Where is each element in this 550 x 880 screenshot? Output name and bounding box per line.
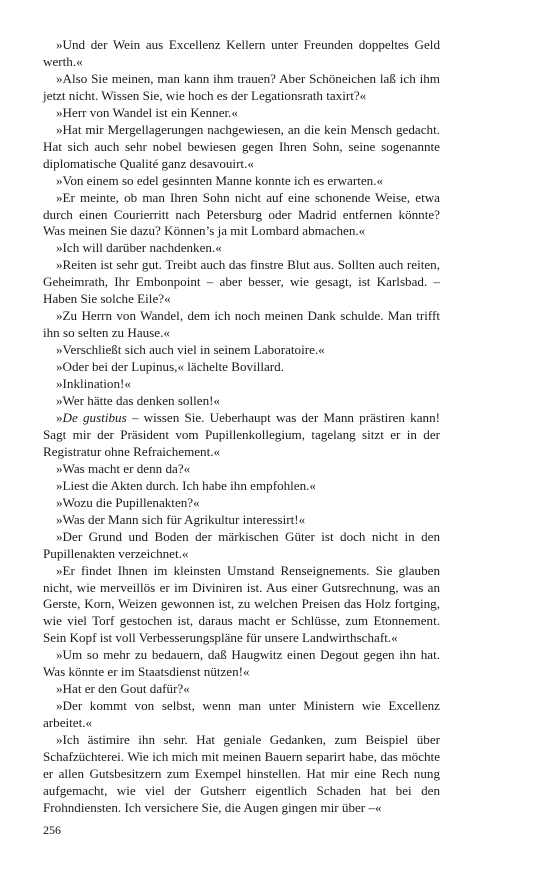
paragraph: »Ich ästimire ihn sehr. Hat geniale Gedanken, zum Beispiel über Schafzüchterei. Wie ich mich mit meinen Bauern separirt habe, das möchte er allen Gutsbesitzern zum Exempel hinstellen. Hat mir eine Rech nung aufgemacht, wie viel der Gutsherr eigentlich Schaden hat bei den Frohndiensten. Ich versichere Sie, die Augen gingen mir über –« — [43, 732, 440, 815]
paragraph: »Oder bei der Lupinus,« lächelte Bovillard. — [56, 359, 284, 375]
paragraph: »Wozu die Pupillenakten?« — [56, 494, 200, 510]
paragraph: »Hat er den Gout dafür?« — [56, 681, 190, 697]
paragraph: »Liest die Akten durch. Ich habe ihn empfohlen.« — [56, 477, 316, 493]
paragraph: »Herr von Wandel ist ein Kenner.« — [56, 104, 238, 120]
paragraph: »Wer hätte das denken sollen!« — [56, 393, 221, 409]
paragraph: »De gustibus – wissen Sie. Ueberhaupt was der Mann prästiren kann! Sagt mir der Präsident vom Pupillenkollegium, tagelang sitzt er in der Registratur ohne Refraichement.« — [43, 409, 440, 459]
paragraph: »Was macht er denn da?« — [56, 460, 191, 476]
paragraph: »Er meinte, ob man Ihren Sohn nicht auf eine schonende Weise, etwa durch einen Courierritt nach Petersburg oder Madrid entfernen könnte? Was meinen Sie dazu? Können’s ja mit Lombard abmachen.« — [43, 189, 440, 239]
paragraph: »Er findet Ihnen im kleinsten Umstand Renseignements. Sie glauben nicht, wie merveillös er im Diviniren ist. Aus einer Gutsrechnung, was an Gerste, Korn, Weizen gewonnen ist, zu welchen Preisen das Holz fortging, wie viel Torf gestochen ist, daraus macht er Schlüsse, zum Etonnement. Sein Kopf ist voll Verbesserungspläne für unsere Landwirthschaft.« — [43, 562, 440, 646]
paragraph: »Von einem so edel gesinnten Manne konnte ich es erwarten.« — [56, 172, 384, 188]
book-page-text — [43, 37, 440, 817]
paragraph: »Reiten ist sehr gut. Treibt auch das finstre Blut aus. Sollten auch reiten, Geheimrath, Ihr Embonpoint – aber besser, wie gesagt, ist Karlsbad. – Haben Sie solche Eile?« — [43, 257, 440, 307]
paragraph: »Der Grund und Boden der märkischen Güter ist doch nicht in den Pupillenakten verzeichnet.« — [43, 528, 440, 561]
paragraph: »Zu Herrn von Wandel, dem ich noch meinen Dank schulde. Man trifft ihn so selten zu Hause.« — [43, 308, 440, 341]
italic-phrase: De gustibus — [62, 409, 127, 425]
paragraph: »Ich will darüber nachdenken.« — [56, 240, 222, 256]
paragraph: »Und der Wein aus Excellenz Kellern unter Freunden doppeltes Geld werth.« — [43, 37, 440, 69]
paragraph: »Inklination!« — [56, 376, 131, 392]
paragraph: »Verschließt sich auch viel in seinem Laboratoire.« — [56, 342, 325, 358]
paragraph-text: – wissen Sie. Ueberhaupt was der Mann prästiren kann! Sagt mir der Präsident vom Pupillenkollegium, tagelang sitzt er in der Registratur ohne Refraichement.« — [43, 409, 440, 459]
paragraph: »Um so mehr zu bedauern, daß Haugwitz einen Degout gegen ihn hat. Was könnte er im Staatsdienst nützen!« — [43, 647, 440, 680]
paragraph: »Der kommt von selbst, wenn man unter Ministern wie Excellenz arbeitet.« — [43, 698, 440, 731]
paragraph: »Hat mir Mergellagerungen nachgewiesen, an die kein Mensch gedacht. Hat sich auch sehr nobel bewiesen gegen Ihren Sohn, seine sogenannte diplomatische Qualité ganz desavouirt.« — [43, 121, 440, 171]
paragraph: »Was der Mann sich für Agrikultur interessirt!« — [56, 511, 306, 527]
page-number: 256 — [43, 823, 61, 837]
paragraph: »Also Sie meinen, man kann ihm trauen? Aber Schöneichen laß ich ihm jetzt nicht. Wissen Sie, wie hoch es der Legationsrath taxirt?« — [43, 70, 440, 103]
